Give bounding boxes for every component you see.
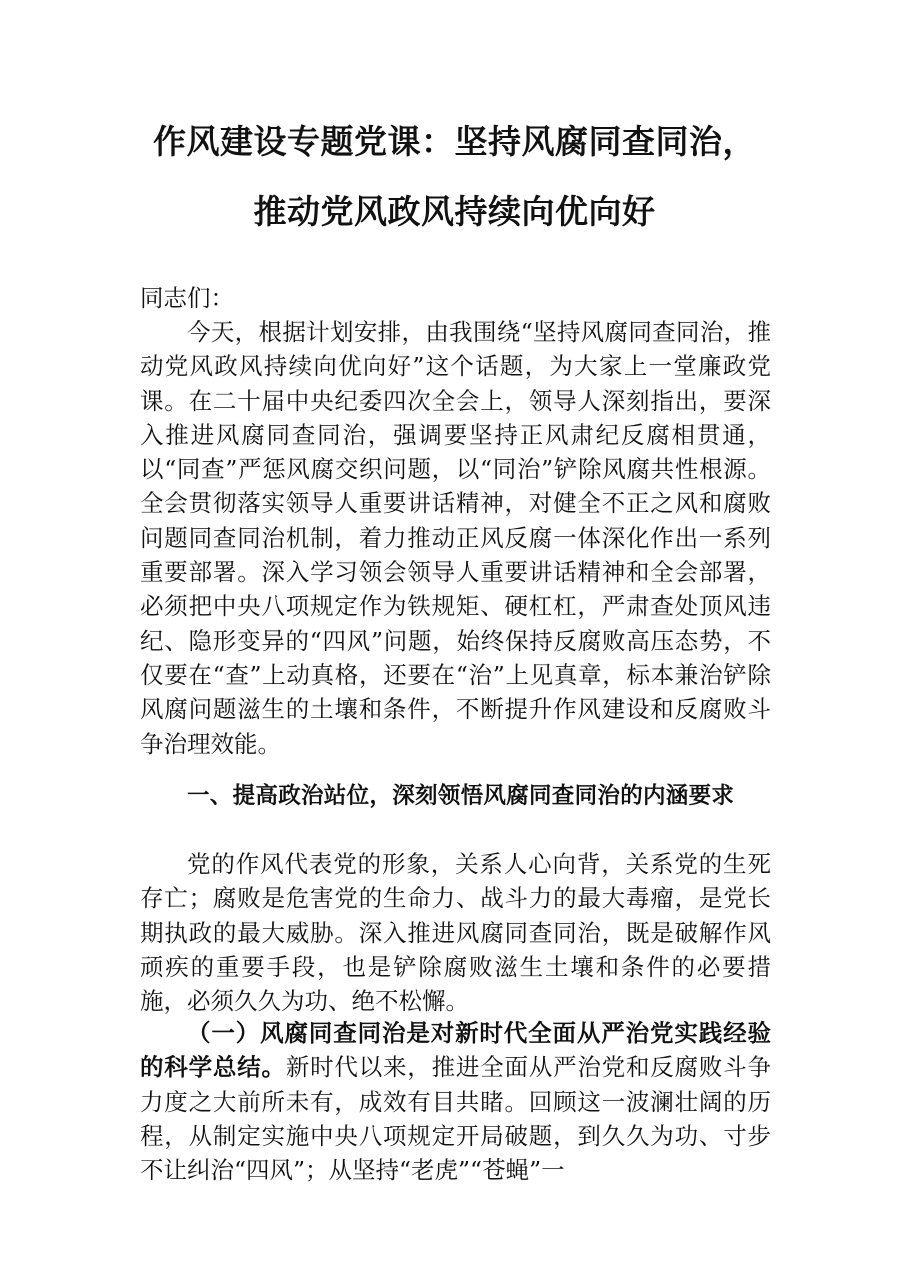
section-heading-1: 一、提高政治站位，深刻领悟风腐同查同治的内涵要求 (187, 783, 735, 809)
paragraph-subsection1 (140, 1016, 771, 1187)
subsection-body-1: 新时代以来，推进全面从严治党和反腐败斗争力度之大前所未有，成效有目共睹。回顾这一波澜壮阔的历程，从制定实施中央八项规定开局破题，到久久为功、寸步不让纠治“四风”；从坚持“老虎”“苍蝇”一 (140, 1053, 772, 1185)
greeting: 同志们： (140, 284, 234, 312)
document-title-line1: 作风建设专题党课：坚持风腐同查同治， (153, 122, 756, 161)
document-title-line2: 推动党风政风持续向优向好 (253, 192, 656, 231)
paragraph-section1: 党的作风代表党的形象，关系人心向背，关系党的生死存亡；腐败是危害党的生命力、战斗力的最大毒瘤，是党长期执政的最大威胁。深入推进风腐同查同治，既是破解作风顽疾的重要手段，也是铲除腐败滋生土壤和条件的必要措施，必须久久为功、绝不松懈。 (140, 850, 771, 1016)
paragraph-intro: 今天，根据计划安排，由我围绕“坚持风腐同查同治，推动党风政风持续向优向好”这个话题，为大家上一堂廉政党课。在二十届中央纪委四次全会上，领导人深刻指出，要深入推进风腐同查同治，强调要坚持正风肃纪反腐相贯通，以“同查”严惩风腐交织问题，以“同治”铲除风腐共性根源。全会贯彻落实领导人重要讲话精神，对健全不正之风和腐败问题同查同治机制，着力推动正风反腐一体深化作出一系列重要部署。深入学习领会领导人重要讲话精神和全会部署，必须把中央八项规定作为铁规矩、硬杠杠，严肃查处顶风违纪、隐形变异的“四风”问题，始终保持反腐败高压态势，不仅要在“查”上动真格，还要在“治”上见真章，标本兼治铲除风腐问题滋生的土壤和条件，不断提升作风建设和反腐败斗争治理效能。 (140, 318, 771, 758)
subsection-heading-1: （一）风腐同查同治是对新时代全面从严治党实践经验的科学总结。 (140, 1019, 771, 1082)
